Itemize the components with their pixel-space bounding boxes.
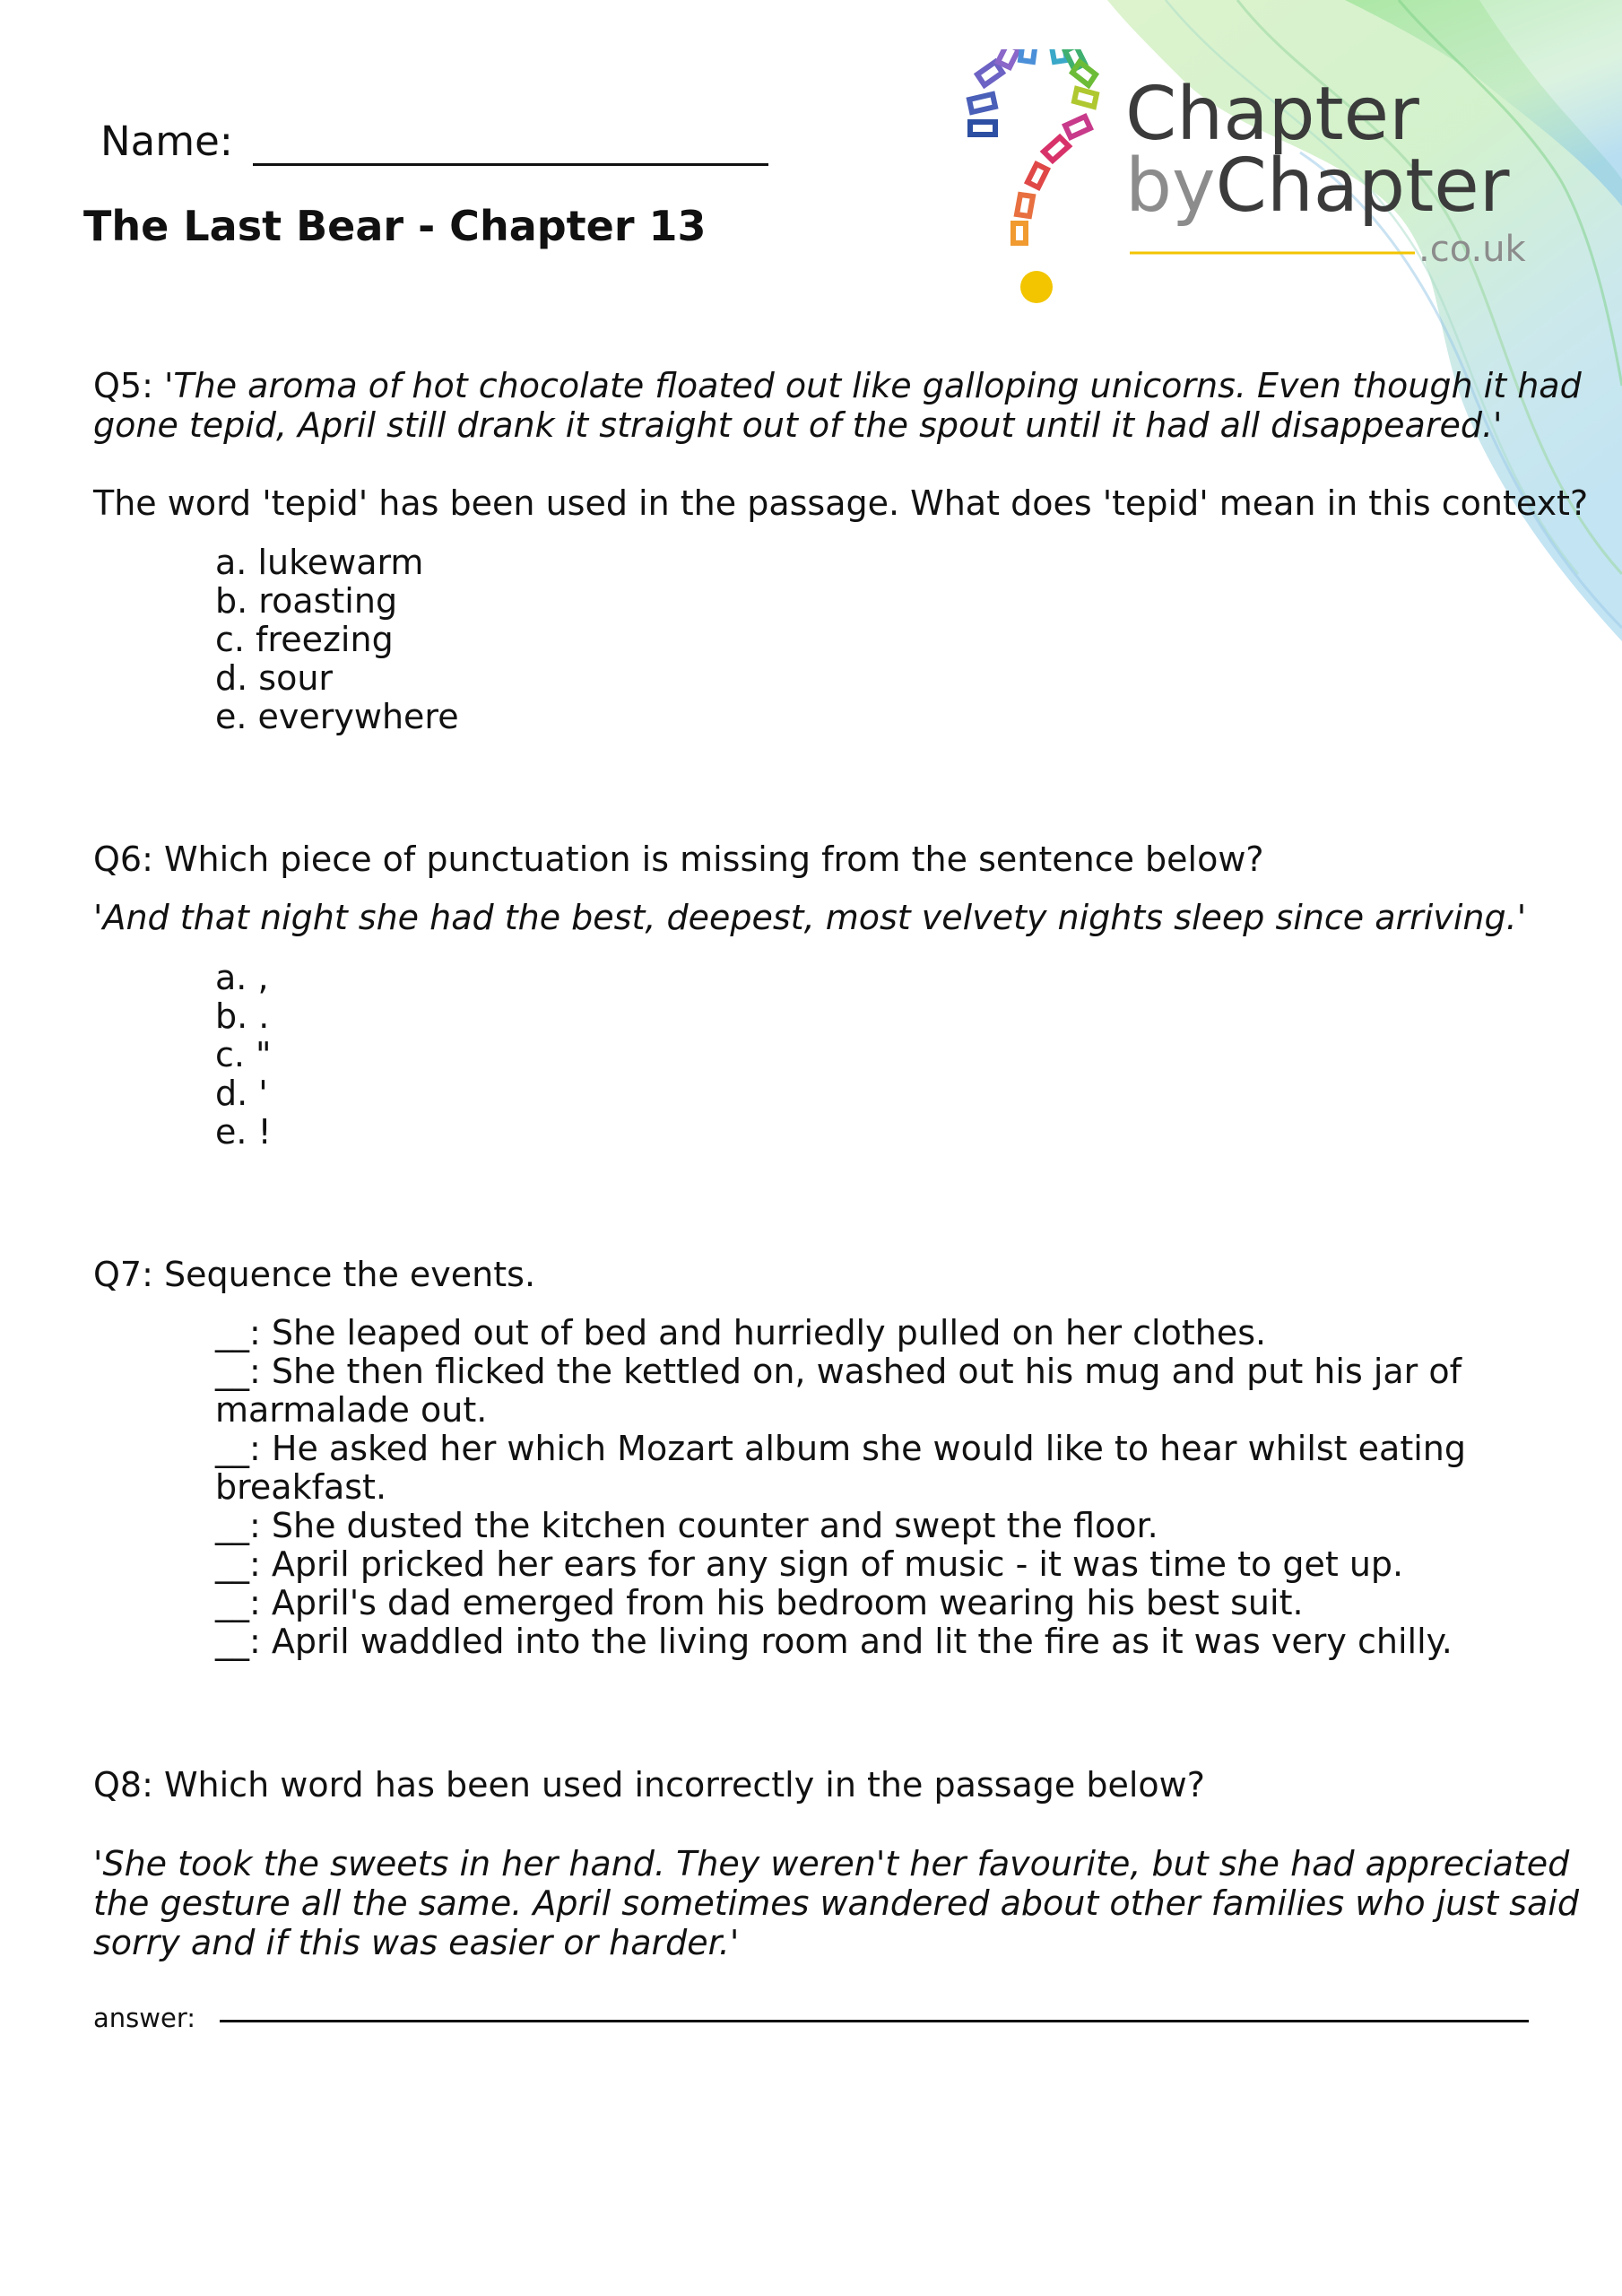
q8-question: Q8: Which word has been used incorrectly in the passage below? [93, 1765, 1205, 1805]
book-question-mark-icon [969, 49, 1097, 303]
q6-quote: 'And that night she had the best, deepest, most velvety nights sleep since arriving.' [93, 898, 1527, 937]
q8-quote-line-2: the gesture all the same. April sometimes wandered about other families who just said [93, 1883, 1579, 1923]
q5-label: Q5: [93, 366, 153, 405]
q5-quote-text: 'The aroma of hot chocolate floated out like galloping unicorns. Even though it had [163, 366, 1582, 405]
chapter-by-chapter-logo [959, 49, 1533, 318]
q7-event-3[interactable]: __: He asked her which Mozart album she would like to hear whilst eating [215, 1429, 1466, 1468]
worksheet-title: The Last Bear - Chapter 13 [83, 202, 707, 250]
q7-event-1[interactable]: __: She leaped out of bed and hurriedly pulled on her clothes. [215, 1313, 1267, 1352]
q5-quote-line-1 [93, 366, 1582, 405]
q6-question: Q6: Which piece of punctuation is missing from the sentence below? [93, 839, 1264, 879]
q7-event-6[interactable]: __: April's dad emerged from his bedroom wearing his best suit. [215, 1583, 1304, 1622]
logo-domain: .co.uk [1418, 229, 1526, 270]
q6-option-d[interactable]: d. ' [215, 1074, 268, 1113]
name-input-line[interactable] [253, 163, 768, 166]
q5-quote-line-2: gone tepid, April still drank it straight out of the spout until it had all disappeared.' [93, 405, 1503, 445]
q5-question: The word 'tepid' has been used in the passage. What does 'tepid' mean in this context? [93, 483, 1589, 523]
logo-text-by: byChapter [1125, 144, 1510, 229]
q7-events-list [215, 1314, 1466, 1661]
q6-option-a[interactable]: a. , [215, 958, 269, 997]
q8-quote-line-1: 'She took the sweets in her hand. They weren't her favourite, but she had appreciated [93, 1844, 1570, 1883]
q5-option-c[interactable]: c. freezing [215, 620, 394, 659]
q7-event-7[interactable]: __: April waddled into the living room and lit the fire as it was very chilly. [215, 1622, 1453, 1661]
q6-options-list [215, 959, 272, 1152]
q7-event-2[interactable]: __: She then flicked the kettled on, washed out his mug and put his jar of [215, 1352, 1462, 1391]
q5-option-b[interactable]: b. roasting [215, 581, 398, 621]
q8-quote-line-3: sorry and if this was easier or harder.' [93, 1923, 740, 1962]
q7-event-4[interactable]: __: She dusted the kitchen counter and swept the floor. [215, 1506, 1158, 1545]
q5-option-a[interactable]: a. lukewarm [215, 543, 424, 582]
logo-text-chapter: Chapter [1125, 72, 1419, 157]
q5-options-list [215, 544, 459, 736]
q7-event-3-continued: breakfast. [215, 1467, 387, 1507]
q6-option-c[interactable]: c. " [215, 1035, 272, 1074]
q7-event-5[interactable]: __: April pricked her ears for any sign of music - it was time to get up. [215, 1544, 1404, 1584]
q8-answer-label: answer: [93, 2003, 196, 2033]
q8-answer-input-line[interactable] [220, 2020, 1529, 2022]
q7-event-2-continued: marmalade out. [215, 1390, 488, 1430]
q6-option-e[interactable]: e. ! [215, 1112, 272, 1152]
name-label: Name: [100, 117, 233, 165]
q5-option-e[interactable]: e. everywhere [215, 697, 459, 736]
q7-question: Q7: Sequence the events. [93, 1255, 536, 1294]
q6-option-b[interactable]: b. . [215, 996, 270, 1036]
q5-option-d[interactable]: d. sour [215, 658, 334, 698]
